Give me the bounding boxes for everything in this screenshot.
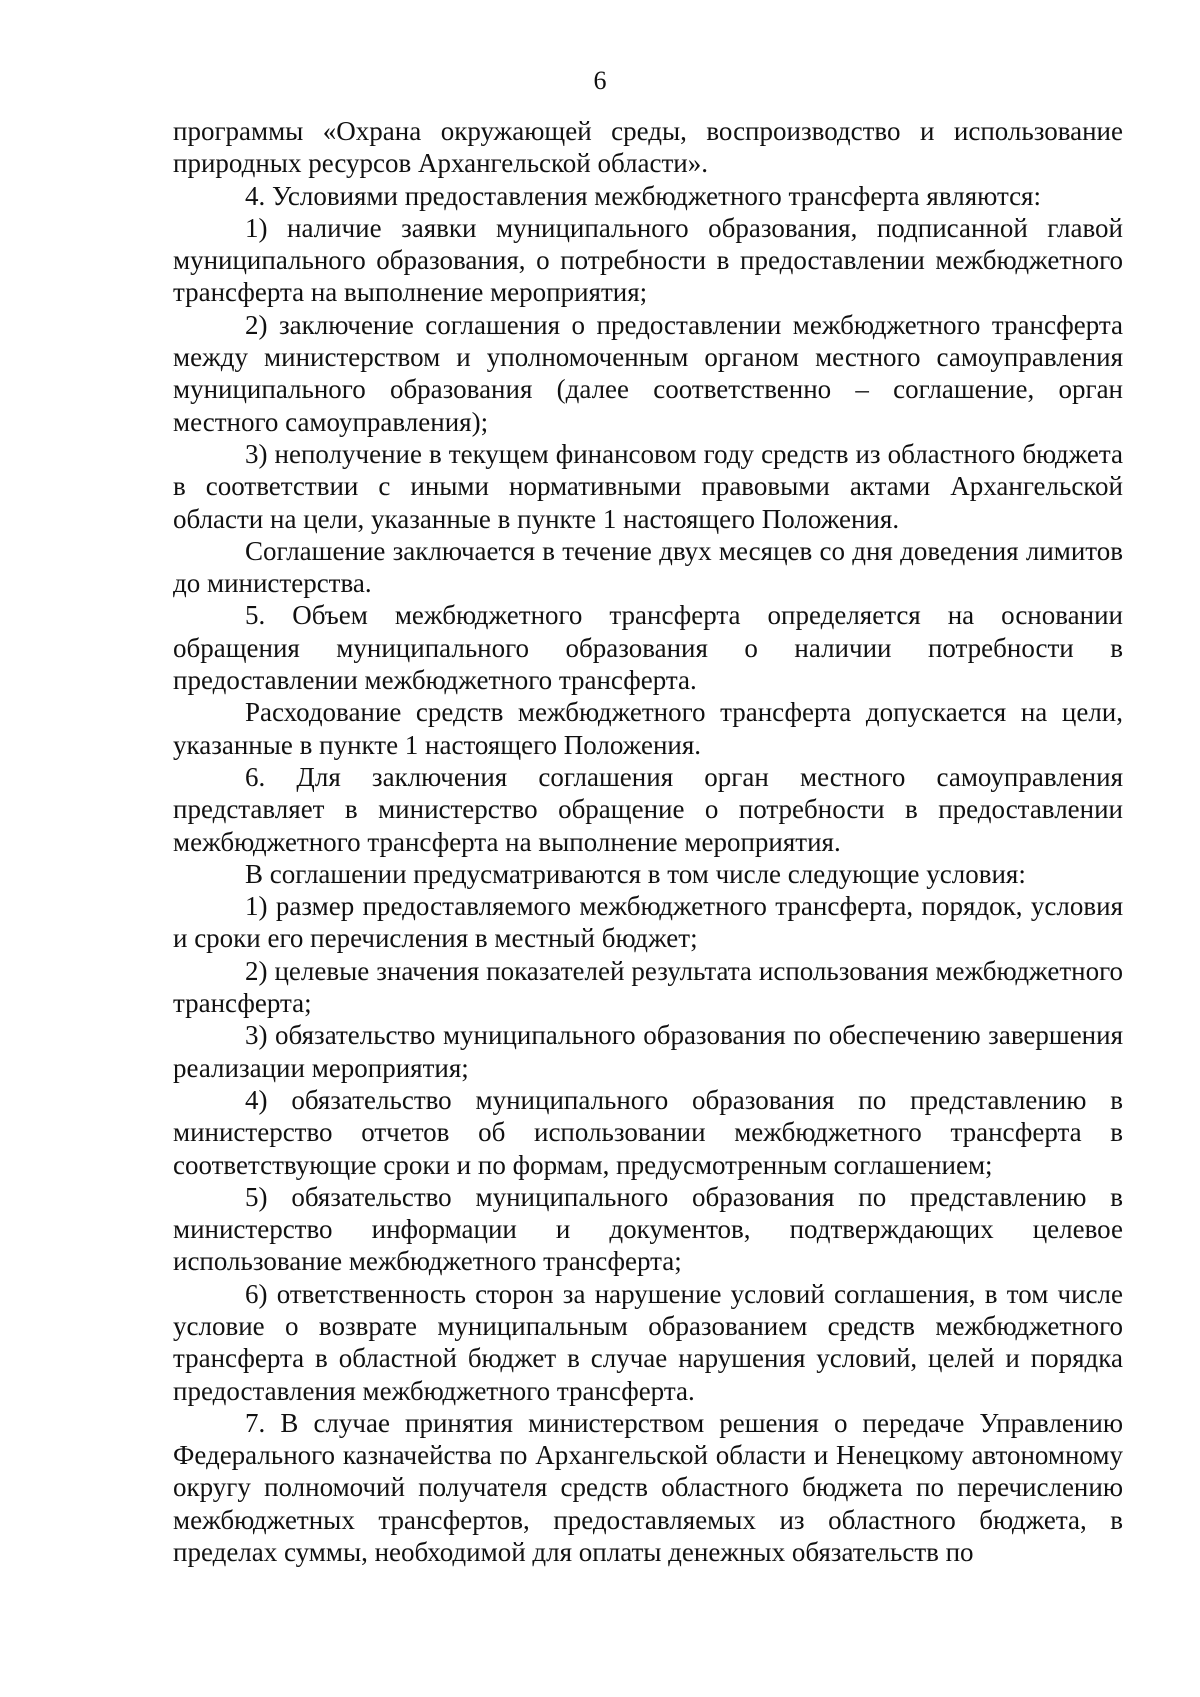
paragraph-agreement-term: Соглашение заключается в течение двух месяцев со дня доведения лимитов до министерства.	[173, 535, 1123, 599]
paragraph-condition-1: 1) размер предоставляемого межбюджетного трансферта, порядок, условия и сроки его перечисления в местный бюджет;	[173, 891, 1123, 954]
paragraph-item-4-3: 3) неполучение в текущем финансовом году средств из областного бюджета в соответствии с иными нормативными правовыми актами Архангельской области на цели, указанные в пункте 1 настоящего Положения.	[173, 438, 1123, 534]
paragraph-item-4: 4. Условиями предоставления межбюджетного трансферта являются:	[245, 180, 1041, 211]
paragraph-item-4-1: 1) наличие заявки муниципального образования, подписанной главой муниципального образования, о потребности в предоставлении межбюджетного трансферта на выполнение мероприятия;	[173, 212, 1123, 308]
paragraph-item-4-2: 2) заключение соглашения о предоставлении межбюджетного трансферта между министерством и уполномоченным органом местного самоуправления муниципального образования (далее соответственно – соглашение, орган местного самоуправления);	[173, 309, 1123, 437]
paragraph-continuation: программы «Охрана окружающей среды, воспроизводство и использование природных ресурсов Архангельской области».	[173, 116, 1123, 179]
paragraph-item-7: 7. В случае принятия министерством решения о передаче Управлению Федерального казначейства по Архангельской области и Ненецкому автономному округу полномочий получателя средств областного бюджета по перечислению межбюджетных трансфертов, предоставляемых из областного бюджета, в пределах суммы, необходимой для оплаты денежных обязательств по	[173, 1407, 1123, 1568]
paragraph-item-6: 6. Для заключения соглашения орган местного самоуправления представляет в министерство обращение о потребности в предоставлении межбюджетного трансферта на выполнение мероприятия.	[173, 761, 1123, 857]
paragraph-condition-5: 5) обязательство муниципального образования по представлению в министерство информации и документов, подтверждающих целевое использование межбюджетного трансферта;	[173, 1181, 1123, 1277]
paragraph-condition-6: 6) ответственность сторон за нарушение условий соглашения, в том числе условие о возврате муниципальным образованием средств межбюджетного трансферта в областной бюджет в случае нарушения условий, целей и порядка предоставления межбюджетного трансферта.	[173, 1278, 1123, 1406]
paragraph-condition-2: 2) целевые значения показателей результата использования межбюджетного трансферта;	[173, 955, 1123, 1019]
paragraph-spending: Расходование средств межбюджетного трансферта допускается на цели, указанные в пункте 1 настоящего Положения.	[173, 697, 1123, 760]
paragraph-condition-3: 3) обязательство муниципального образования по обеспечению завершения реализации мероприятия;	[173, 1020, 1123, 1083]
paragraph-item-5: 5. Объем межбюджетного трансферта определяется на основании обращения муниципального образования о наличии потребности в предоставлении межбюджетного трансферта.	[173, 600, 1123, 696]
page-number: 6	[593, 66, 607, 95]
document-body	[173, 115, 1123, 1568]
paragraph-agreement-conditions: В соглашении предусматриваются в том числе следующие условия:	[245, 858, 1026, 889]
paragraph-condition-4: 4) обязательство муниципального образования по представлению в министерство отчетов об использовании межбюджетного трансферта в соответствующие сроки и по формам, предусмотренным соглашением;	[173, 1084, 1123, 1180]
